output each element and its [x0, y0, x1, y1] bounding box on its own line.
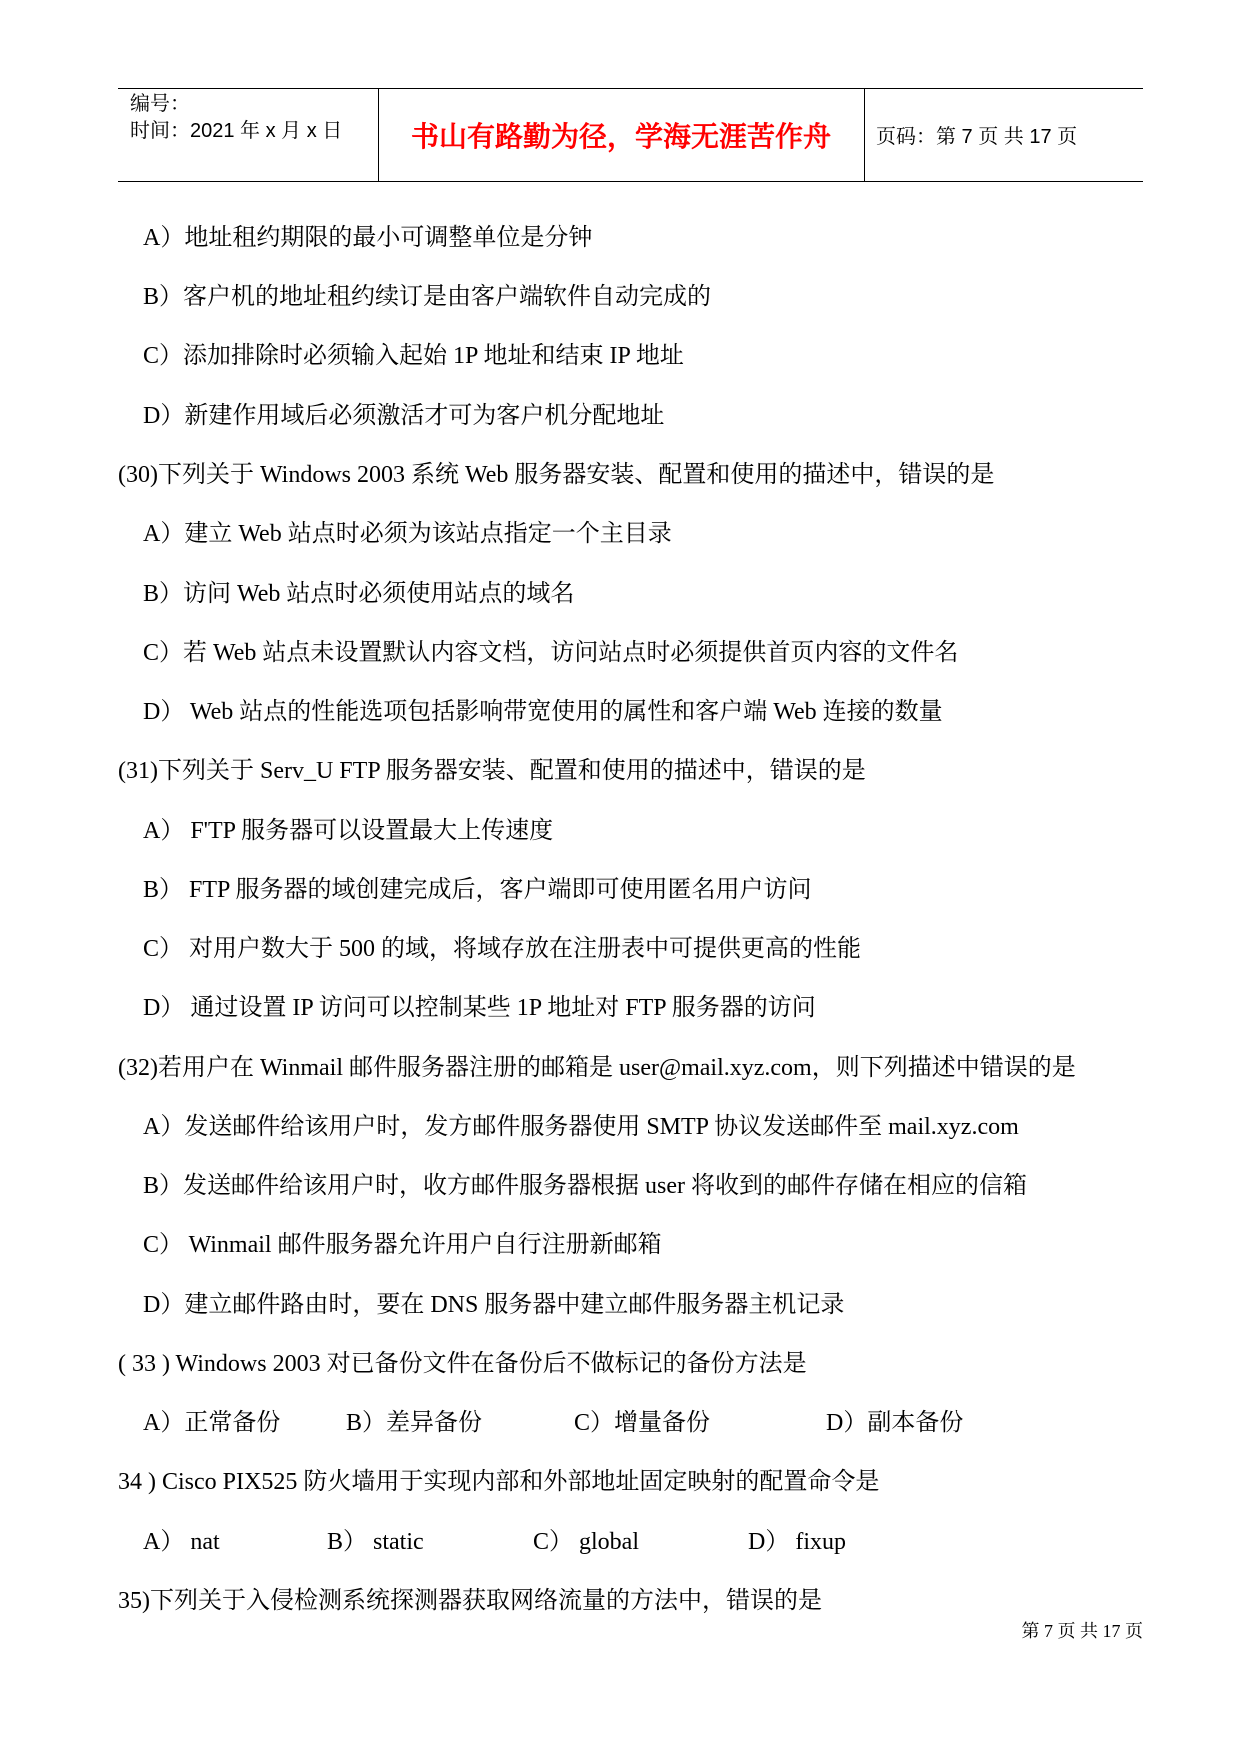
page-footer: 第 7 页 共 17 页 — [1021, 1621, 1143, 1641]
option-line: B）客户机的地址租约续订是由客户端软件自动完成的 — [143, 284, 712, 310]
option-line: B） FTP 服务器的域创建完成后，客户端即可使用匿名用户访问 — [143, 877, 812, 903]
option-c: C） global — [533, 1529, 639, 1555]
option-line: D）建立邮件路由时，要在 DNS 服务器中建立邮件服务器主机记录 — [143, 1292, 845, 1318]
question-32-stem: (32)若用户在 Winmail 邮件服务器注册的邮箱是 user@mail.xyz.com，则下列描述中错误的是 — [118, 1055, 1076, 1081]
option-line: C）添加排除时必须输入起始 1P 地址和结束 IP 地址 — [143, 343, 684, 369]
header-motto: 书山有路勤为径，学海无涯苦作舟 — [410, 121, 831, 152]
document-time-label: 时间：2021 年 x 月 x 日 — [130, 120, 343, 142]
option-line: C） 对用户数大于 500 的域，将域存放在注册表中可提供更高的性能 — [143, 936, 862, 962]
option-line: B）发送邮件给该用户时，收方邮件服务器根据 user 将收到的邮件存储在相应的信箱 — [143, 1173, 1027, 1199]
question-33-stem: ( 33 ) Windows 2003 对已备份文件在备份后不做标记的备份方法是 — [118, 1351, 807, 1377]
header-bottom-rule — [118, 181, 1143, 182]
option-c: C）增量备份 — [574, 1410, 711, 1436]
option-b: B） static — [327, 1529, 424, 1555]
document-number-label: 编号： — [130, 93, 190, 115]
option-line: D） Web 站点的性能选项包括影响带宽使用的属性和客户端 Web 连接的数量 — [143, 699, 943, 725]
option-a: A） nat — [143, 1529, 220, 1555]
option-line: B）访问 Web 站点时必须使用站点的域名 — [143, 581, 575, 607]
option-line: D） 通过设置 IP 访问可以控制某些 1P 地址对 FTP 服务器的访问 — [143, 995, 816, 1021]
option-a: A）正常备份 — [143, 1410, 281, 1436]
question-34-stem: 34 ) Cisco PIX525 防火墙用于实现内部和外部地址固定映射的配置命令是 — [118, 1469, 880, 1495]
option-d: D）副本备份 — [826, 1410, 964, 1436]
option-line: D）新建作用域后必须激活才可为客户机分配地址 — [143, 403, 665, 429]
question-31-stem: (31)下列关于 Serv_U FTP 服务器安装、配置和使用的描述中，错误的是 — [118, 758, 866, 784]
header-page-code: 页码：第 7 页 共 17 页 — [876, 126, 1078, 148]
option-line: A） F'TP 服务器可以设置最大上传速度 — [143, 818, 554, 844]
option-line: A）地址租约期限的最小可调整单位是分钟 — [143, 225, 593, 251]
option-line: C） Winmail 邮件服务器允许用户自行注册新邮箱 — [143, 1232, 662, 1258]
option-line: A）建立 Web 站点时必须为该站点指定一个主目录 — [143, 521, 672, 547]
option-d: D） fixup — [748, 1529, 846, 1555]
option-line: C）若 Web 站点未设置默认内容文档，访问站点时必须提供首页内容的文件名 — [143, 640, 959, 666]
question-35-stem: 35)下列关于入侵检测系统探测器获取网络流量的方法中，错误的是 — [118, 1588, 822, 1614]
header-top-rule — [118, 88, 1143, 89]
option-line: A）发送邮件给该用户时，发方邮件服务器使用 SMTP 协议发送邮件至 mail.xyz.com — [143, 1114, 1019, 1140]
option-b: B）差异备份 — [346, 1410, 483, 1436]
question-30-stem: (30)下列关于 Windows 2003 系统 Web 服务器安装、配置和使用的描述中，错误的是 — [118, 462, 995, 488]
header-divider-right — [864, 88, 865, 181]
